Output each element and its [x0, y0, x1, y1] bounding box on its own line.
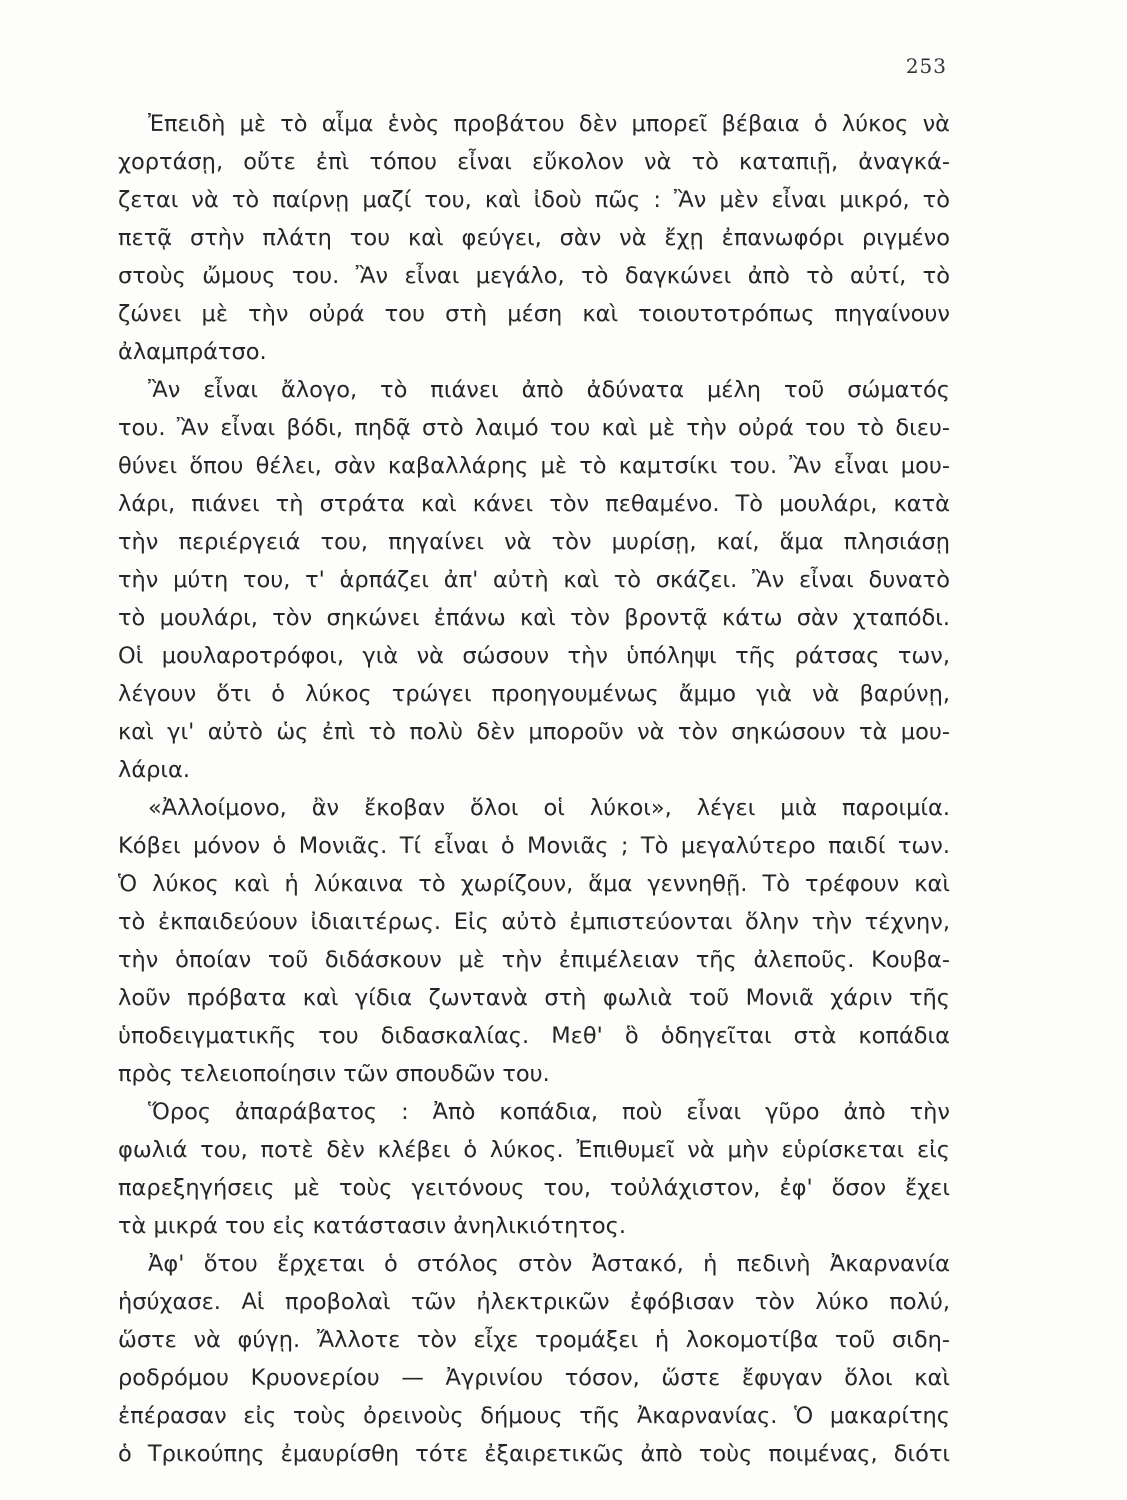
text-line: ζεται νὰ τὸ παίρνῃ μαζί του, καὶ ἰδοὺ πῶς : Ἂν μὲν εἶναι μικρό, τὸ: [118, 187, 950, 213]
text-line: ἐπέρασαν εἰς τοὺς ὀρεινοὺς δήμους τῆς Ἀκαρνανίας. Ὁ μακαρίτης: [118, 1403, 950, 1429]
text-line: πετᾷ στὴν πλάτη του καὶ φεύγει, σὰν νὰ ἔχῃ ἐπανωφόρι ριγμένο: [118, 225, 950, 251]
text-line: παρεξηγήσεις μὲ τοὺς γειτόνους του, τοὐλάχιστον, ἐφ' ὅσον ἔχει: [118, 1175, 950, 1201]
text-line: ὑποδειγματικῆς του διδασκαλίας. Μεθ' ὃ ὁδηγεῖται στὰ κοπάδια: [118, 1023, 950, 1049]
text-line: λοῦν πρόβατα καὶ γίδια ζωντανὰ στὴ φωλιὰ τοῦ Μονιᾶ χάριν τῆς: [118, 985, 950, 1011]
text-line: Ἀφ' ὅτου ἔρχεται ὁ στόλος στὸν Ἀστακό, ἡ πεδινὴ Ἀκαρνανία: [148, 1251, 950, 1277]
text-line: πρὸς τελειοποίησιν τῶν σπουδῶν του.: [118, 1061, 550, 1087]
text-line: Ὅρος ἀπαράβατος : Ἀπὸ κοπάδια, ποὺ εἶναι γῦρο ἀπὸ τὴν: [148, 1099, 950, 1125]
text-line: ὥστε νὰ φύγῃ. Ἄλλοτε τὸν εἶχε τρομάξει ἡ λοκομοτίβα τοῦ σιδη-: [118, 1327, 950, 1353]
text-line: Ἐπειδὴ μὲ τὸ αἷμα ἑνὸς προβάτου δὲν μπορεῖ βέβαια ὁ λύκος νὰ: [148, 111, 950, 137]
text-line: καὶ γι' αὐτὸ ὡς ἐπὶ τὸ πολὺ δὲν μποροῦν νὰ τὸν σηκώσουν τὰ μου-: [118, 719, 950, 745]
text-line: λέγουν ὅτι ὁ λύκος τρώγει προηγουμένως ἄμμο γιὰ νὰ βαρύνῃ,: [118, 681, 950, 707]
text-line: χορτάσῃ, οὔτε ἐπὶ τόπου εἶναι εὔκολον νὰ τὸ καταπιῇ, ἀναγκά-: [118, 149, 950, 175]
text-line: του. Ἂν εἶναι βόδι, πηδᾷ στὸ λαιμό του καὶ μὲ τὴν οὐρά του τὸ διευ-: [118, 415, 950, 441]
text-line: Ὁ λύκος καὶ ἡ λύκαινα τὸ χωρίζουν, ἅμα γεννηθῇ. Τὸ τρέφουν καὶ: [118, 871, 950, 897]
text-line: Ἂν εἶναι ἄλογο, τὸ πιάνει ἀπὸ ἀδύνατα μέλη τοῦ σώματός: [148, 377, 950, 403]
text-line: στοὺς ὤμους του. Ἂν εἶναι μεγάλο, τὸ δαγκώνει ἀπὸ τὸ αὐτί, τὸ: [118, 263, 950, 289]
text-line: τὴν μύτη του, τ' ἁρπάζει ἀπ' αὐτὴ καὶ τὸ σκάζει. Ἂν εἶναι δυνατὸ: [118, 567, 950, 593]
text-line: ἀλαμπράτσο.: [118, 339, 267, 365]
text-line: ζώνει μὲ τὴν οὐρά του στὴ μέση καὶ τοιουτοτρόπως πηγαίνουν: [118, 301, 950, 327]
text-line: λάρια.: [118, 757, 191, 783]
text-line: ὁ Τρικούπης ἐμαυρίσθη τότε ἐξαιρετικῶς ἀπὸ τοὺς ποιμένας, διότι: [118, 1441, 950, 1467]
text-line: λάρι, πιάνει τὴ στράτα καὶ κάνει τὸν πεθαμένο. Τὸ μουλάρι, κατὰ: [118, 491, 950, 517]
text-line: Οἱ μουλαροτρόφοι, γιὰ νὰ σώσουν τὴν ὑπόληψι τῆς ράτσας των,: [118, 643, 950, 669]
text-line: τὰ μικρά του εἰς κατάστασιν ἀνηλικιότητος.: [118, 1213, 627, 1239]
text-line: φωλιά του, ποτὲ δὲν κλέβει ὁ λύκος. Ἐπιθυμεῖ νὰ μὴν εὑρίσκεται εἰς: [118, 1137, 950, 1163]
text-line: Κόβει μόνον ὁ Μονιᾶς. Τί εἶναι ὁ Μονιᾶς ; Τὸ μεγαλύτερο παιδί των.: [118, 833, 950, 859]
body-text: [118, 105, 950, 1473]
text-line: τὸ ἐκπαιδεύουν ἰδιαιτέρως. Εἰς αὐτὸ ἐμπιστεύονται ὅλην τὴν τέχνην,: [118, 909, 950, 935]
page-number: 253: [905, 54, 947, 78]
text-line: ἡσύχασε. Αἱ προβολαὶ τῶν ἠλεκτρικῶν ἐφόβισαν τὸν λύκο πολύ,: [118, 1289, 950, 1315]
text-line: ροδρόμου Κρυονερίου — Ἀγρινίου τόσον, ὥστε ἔφυγαν ὅλοι καὶ: [118, 1365, 950, 1391]
text-line: τὸ μουλάρι, τὸν σηκώνει ἐπάνω καὶ τὸν βροντᾷ κάτω σὰν χταπόδι.: [118, 605, 950, 631]
text-line: τὴν ὁποίαν τοῦ διδάσκουν μὲ τὴν ἐπιμέλειαν τῆς ἀλεποῦς. Κουβα-: [118, 947, 950, 973]
text-line: θύνει ὅπου θέλει, σὰν καβαλλάρης μὲ τὸ καμτσίκι του. Ἂν εἶναι μου-: [118, 453, 950, 479]
text-line: «Ἀλλοίμονο, ἂν ἔκοβαν ὅλοι οἱ λύκοι», λέγει μιὰ παροιμία.: [148, 795, 950, 821]
text-line: τὴν περιέργειά του, πηγαίνει νὰ τὸν μυρίσῃ, καί, ἅμα πλησιάσῃ: [118, 529, 950, 555]
